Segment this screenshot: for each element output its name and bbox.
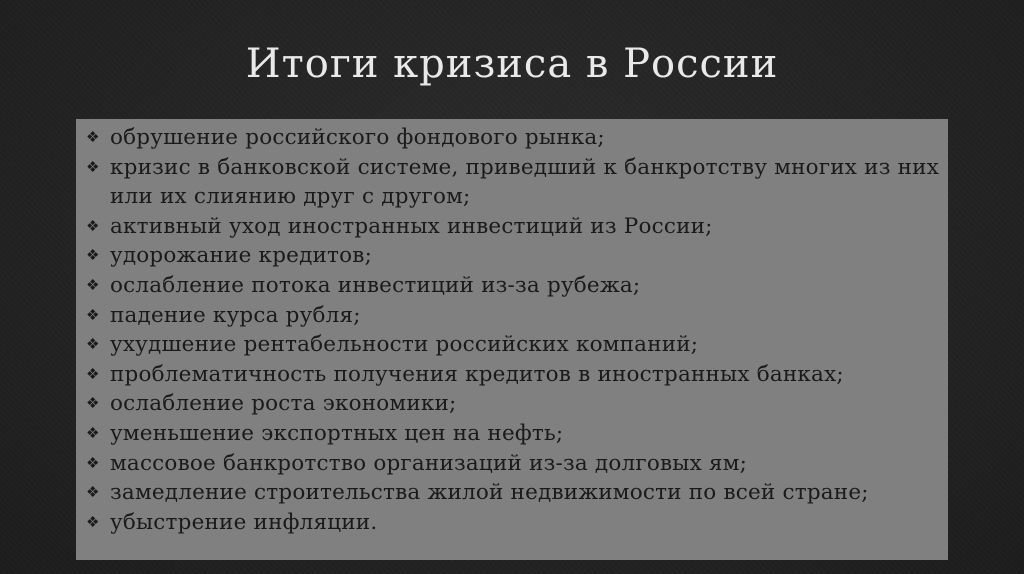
list-item-text: падение курса рубля; (110, 302, 361, 328)
bullet-list (86, 123, 948, 537)
list-item (86, 153, 948, 212)
list-item-text: ослабление потока инвестиций из-за рубежа; (110, 272, 641, 298)
diamond-bullet-icon: ❖ (86, 335, 100, 354)
diamond-bullet-icon: ❖ (86, 423, 100, 442)
diamond-bullet-icon: ❖ (86, 453, 100, 472)
list-item-text: проблематичность получения кредитов в иностранных банках; (110, 361, 844, 387)
diamond-bullet-icon: ❖ (86, 128, 100, 146)
list-item (86, 330, 948, 360)
diamond-bullet-icon: ❖ (86, 512, 100, 531)
list-item-text: ухудшение рентабельности российских компаний; (110, 332, 699, 358)
content-box (76, 119, 948, 560)
list-item-text: удорожание кредитов; (110, 243, 373, 269)
diamond-bullet-icon: ❖ (86, 216, 100, 235)
list-item-text: уменьшение экспортных цен на нефть; (110, 420, 564, 446)
list-item (86, 360, 948, 390)
diamond-bullet-icon: ❖ (86, 305, 100, 324)
list-item-text: активный уход иностранных инвестиций из России; (110, 213, 713, 239)
list-item (86, 212, 948, 242)
list-item (86, 478, 948, 508)
list-item-text: массовое банкротство организаций из-за долговых ям; (110, 450, 748, 476)
list-item-text: ослабление роста экономики; (110, 391, 457, 417)
list-item (86, 241, 948, 271)
list-item-text: убыстрение инфляции. (110, 509, 378, 535)
slide-title: Итоги кризиса в России (245, 41, 779, 87)
list-item-text: обрушение российского фондового рынка; (110, 125, 605, 150)
list-item (86, 389, 948, 419)
list-item (86, 123, 948, 153)
list-item (86, 301, 948, 331)
diamond-bullet-icon: ❖ (86, 364, 100, 383)
list-item-text: кризис в банковской системе, приведший к банкротству многих из них или их слиянию друг с другом; (110, 154, 940, 210)
diamond-bullet-icon: ❖ (86, 483, 100, 502)
list-item (86, 508, 948, 538)
diamond-bullet-icon: ❖ (86, 246, 100, 265)
diamond-bullet-icon: ❖ (86, 275, 100, 294)
list-item (86, 271, 948, 301)
diamond-bullet-icon: ❖ (86, 157, 100, 176)
diamond-bullet-icon: ❖ (86, 394, 100, 413)
list-item (86, 449, 948, 479)
list-item (86, 419, 948, 449)
list-item-text: замедление строительства жилой недвижимости по всей стране; (110, 480, 869, 506)
